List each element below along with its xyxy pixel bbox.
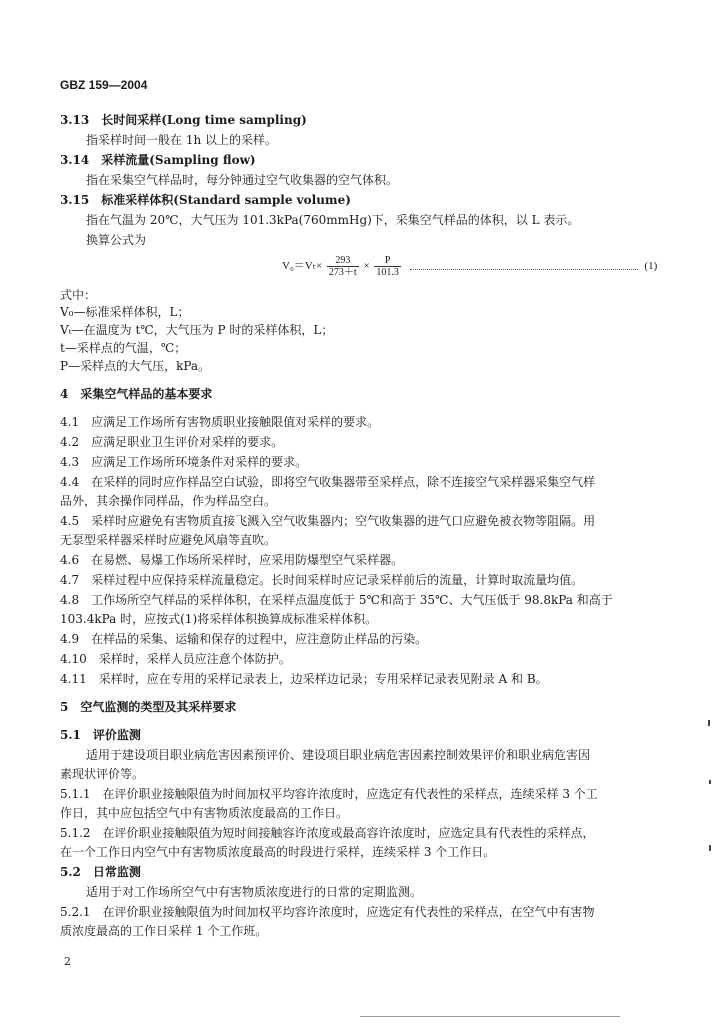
text-line-s43: 4.3 应满足工作场所环境条件对采样的要求。	[60, 455, 308, 469]
scan-speck	[708, 720, 710, 726]
text-line-s44a: 4.4 在采样的同时应作样品空白试验，即将空气收集器带至采样点，除不连接空气采样器采集空气样	[60, 475, 596, 489]
text-line-s46: 4.6 在易燃、易爆工作场所采样时，应采用防爆型空气采样器。	[60, 553, 404, 567]
bottom-scan-line	[360, 1016, 620, 1017]
text-line-s51da: 适用于建设项目职业病危害因素预评价、建设项目职业病危害因素控制效果评价和职业病危害因	[86, 748, 591, 762]
fraction-denominator: 101.3	[376, 267, 399, 278]
text-line-s315: 3.15 标准采样体积(Standard sample volume)	[60, 193, 351, 207]
text-line-s51: 5.1 评价监测	[60, 728, 141, 742]
formula-fraction-pressure	[374, 255, 401, 278]
formula-lhs: V₀＝Vₜ×	[282, 260, 323, 273]
text-line-w1: V₀—标准采样体积，L；	[60, 305, 190, 319]
text-line-s511a: 5.1.1 在评价职业接触限值为时间加权平均容许浓度时，应选定有代表性的采样点，连续采样 3 个工	[60, 787, 598, 801]
page-number: 2	[64, 955, 71, 968]
text-line-w3: t—采样点的气温，℃；	[60, 341, 187, 355]
text-line-s47: 4.7 采样过程中应保持采样流量稳定。长时间采样时应记录采样前后的流量，计算时取流量均值。	[60, 573, 584, 587]
text-line-s512b: 在一个工作日内空气中有害物质浓度最高的时段进行采样，连续采样 3 个工作日。	[60, 845, 496, 859]
text-line-s45b: 无泵型采样器采样时应避免风扇等直吹。	[60, 533, 277, 547]
text-line-s315d: 指在气温为 20℃，大气压为 101.3kPa(760mmHg)下，采集空气样品的体积，以 L 表示。	[86, 213, 580, 227]
text-line-s314: 3.14 采样流量(Sampling flow)	[60, 153, 256, 167]
text-line-w4: P—采样点的大气压，kPa。	[60, 359, 211, 373]
dot-leader	[410, 269, 638, 270]
equation-number: (1)	[644, 260, 658, 273]
formula-times: ×	[363, 260, 370, 273]
text-line-s5: 5 空气监测的类型及其采样要求	[60, 700, 237, 714]
text-line-w0: 式中：	[60, 288, 97, 302]
text-line-s315f: 换算公式为	[86, 233, 147, 247]
text-line-s313d: 指采样时间一般在 1h 以上的采样。	[86, 133, 277, 147]
text-line-s521b: 质浓度最高的工作日采样 1 个工作班。	[60, 924, 268, 938]
scan-speck	[709, 780, 711, 784]
text-line-s411: 4.11 采样时，应在专用的采样记录表上，边采样边记录；专用采样记录表见附录 A 和 B。	[60, 672, 548, 686]
text-line-s314d: 指在采集空气样品时，每分钟通过空气收集器的空气体积。	[86, 173, 399, 187]
text-line-s44b: 品外，其余操作同样品，作为样品空白。	[60, 494, 277, 508]
standard-code-header: GBZ 159—2004	[60, 78, 148, 92]
text-line-s52: 5.2 日常监测	[60, 865, 141, 879]
text-line-s45a: 4.5 采样时应避免有害物质直接飞溅入空气收集器内；空气收集器的进气口应避免被衣物等阻隔。用	[60, 514, 596, 528]
text-line-s4: 4 采集空气样品的基本要求	[60, 387, 213, 401]
text-line-s48a: 4.8 工作场所空气样品的采样体积，在采样点温度低于 5℃和高于 35℃、大气压低于 98.8kPa 和高于	[60, 593, 613, 607]
formula-fraction-temperature	[327, 255, 359, 278]
fraction-numerator: P	[374, 255, 401, 267]
text-line-s42: 4.2 应满足职业卫生评价对采样的要求。	[60, 435, 284, 449]
text-line-s41: 4.1 应满足工作场所有害物质职业接触限值对采样的要求。	[60, 415, 380, 429]
text-line-s410: 4.10 采样时，采样人员应注意个体防护。	[60, 652, 291, 666]
fraction-denominator: 273＋t	[328, 267, 357, 278]
text-line-s512a: 5.1.2 在评价职业接触限值为短时间接触容许浓度或最高容许浓度时，应选定具有代表性的采样点，	[60, 826, 595, 840]
text-line-s511b: 作日，其中应包括空气中有害物质浓度最高的工作日。	[60, 806, 349, 820]
fraction-numerator: 293	[327, 255, 359, 267]
text-line-s52d: 适用于对工作场所空气中有害物质浓度进行的日常的定期监测。	[86, 885, 423, 899]
text-line-w2: Vₜ—在温度为 t℃，大气压为 P 时的采样体积，L；	[60, 323, 334, 337]
text-line-s48b: 103.4kPa 时，应按式(1)将采样体积换算成标准采样体积。	[60, 612, 378, 626]
text-line-s51db: 素现状评价等。	[60, 767, 145, 781]
text-line-s49: 4.9 在样品的采集、运输和保存的过程中，应注意防止样品的污染。	[60, 632, 428, 646]
text-line-s313: 3.13 长时间采样(Long time sampling)	[60, 113, 307, 127]
text-line-s521a: 5.2.1 在评价职业接触限值为时间加权平均容许浓度时，应选定有代表性的采样点，在空气中有害物	[60, 905, 595, 919]
scan-speck	[709, 845, 711, 851]
conversion-formula	[282, 255, 657, 279]
